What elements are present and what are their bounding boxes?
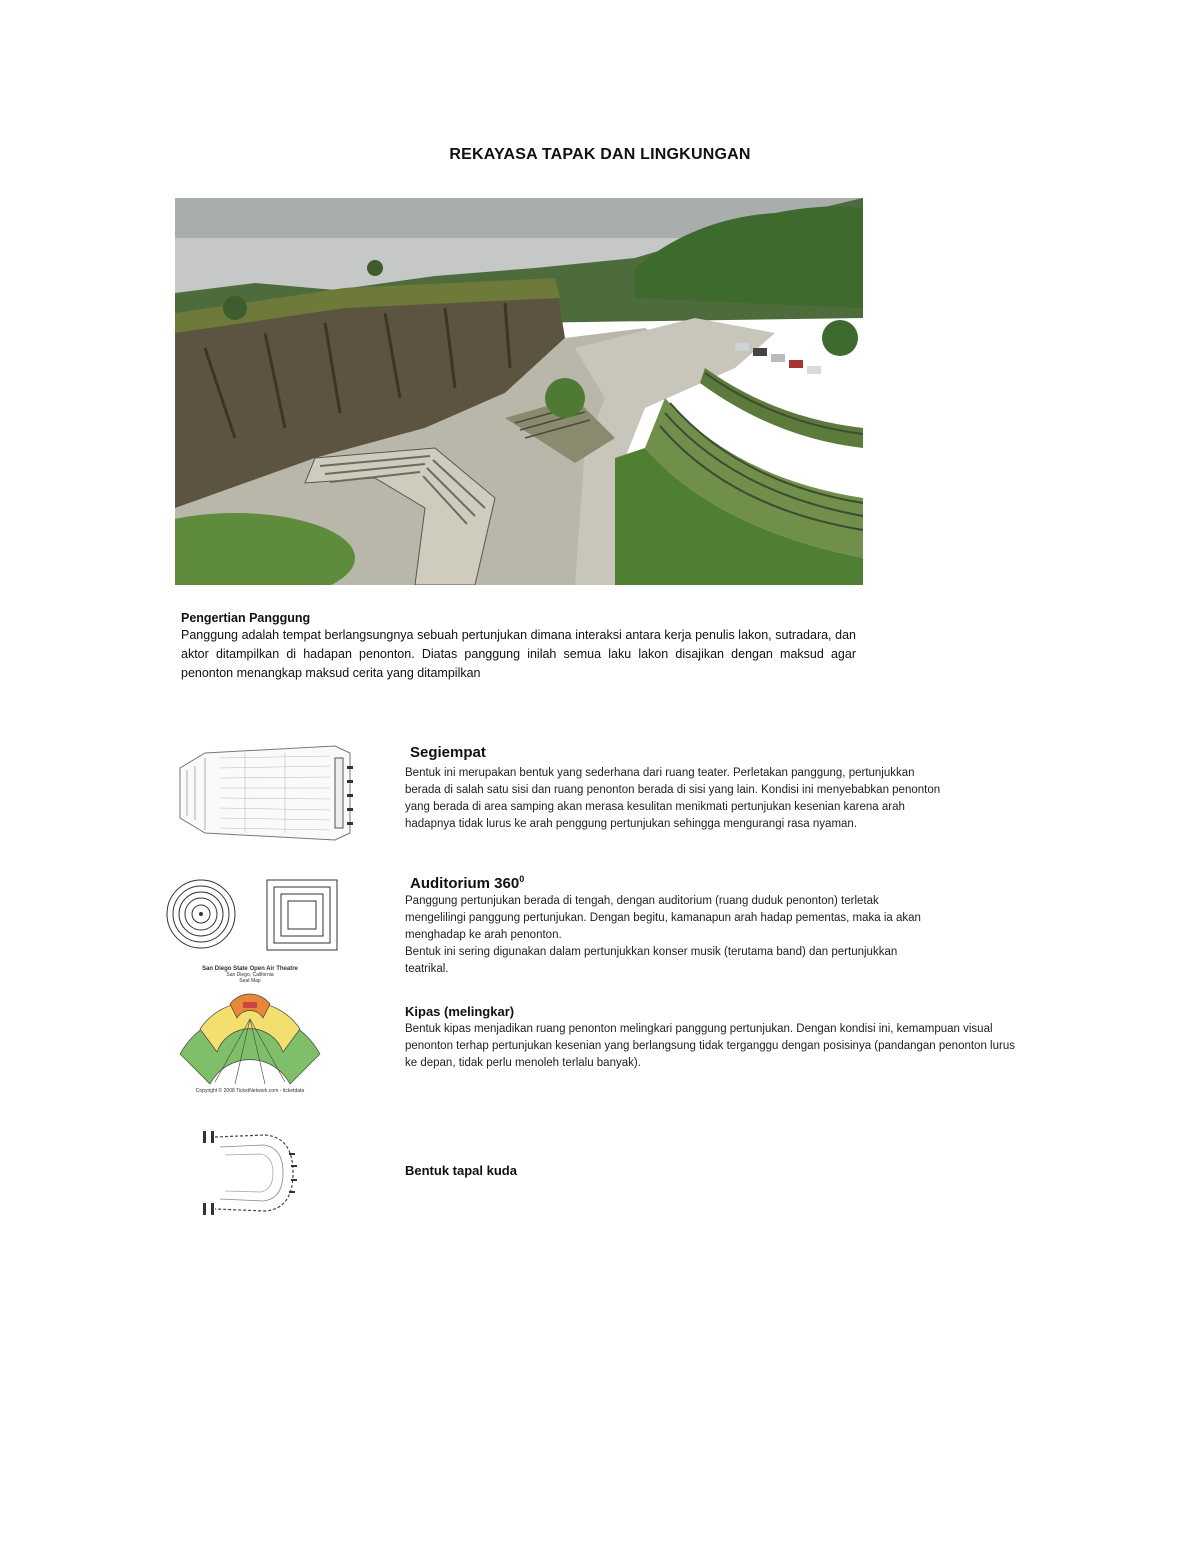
- fan-map-copyright: Copyright © 2008 TicketNetwork.com - ticketdata: [195, 1088, 305, 1094]
- fan-map-caption-title: San Diego State Open Air Theatre: [202, 966, 298, 972]
- fan-map-caption-label: Seat Map: [239, 978, 261, 984]
- auditorium-body-2: Bentuk ini sering digunakan dalam pertunjukkan konser musik (terutama band) dan pertunjukkan teatrikal.: [405, 946, 898, 975]
- fan-map-caption-subtitle: San Diego, California: [226, 972, 274, 978]
- rectangular-theater-plan: [175, 738, 375, 848]
- fan-seat-map: [175, 966, 325, 1111]
- segiempat-title: Segiempat: [410, 744, 486, 761]
- intro-body: Panggung adalah tempat berlangsungnya sebuah pertunjukan dimana interaksi antara kerja penulis lakon, sutradara, dan aktor ditampilkan di hadapan penonton. Diatas panggung inilah semua laku lakon disajikan dengan maksud agar penonton menangkap maksud cerita yang ditampilkan: [181, 628, 856, 680]
- auditorium-body-1: Panggung pertunjukan berada di tengah, dengan auditorium (ruang duduk penonton) terletak mengelilingi panggung pertunjukan. Dengan begitu, kamanapun arah hadap pementas, maka ia akan menghadap ke arah penonton.: [405, 895, 921, 941]
- auditorium-title: [410, 874, 524, 892]
- amphitheater-aerial-photo: [175, 198, 863, 585]
- page-title: REKAYASA TAPAK DAN LINGKUNGAN: [449, 146, 751, 163]
- segiempat-body: Bentuk ini merupakan bentuk yang sederhana dari ruang teater. Perletakan panggung, pertunjukkan berada di salah satu sisi dan ruang penonton berada di sisi yang lain. Kondisi ini menyebabkan penonton yang berada di area samping akan merasa kesulitan menikmati pertunjukan kesenian karena arah hadapnya tidak lurus ke arah penggung pertunjukan sehingga mengurangi rasa nyaman.: [405, 767, 941, 830]
- intro-heading: Pengertian Panggung: [181, 611, 311, 625]
- auditorium-title-text: Auditorium 360: [410, 875, 520, 892]
- tapal-kuda-title: Bentuk tapal kuda: [405, 1163, 517, 1178]
- auditorium-title-superscript: 0: [519, 874, 525, 884]
- kipas-title: Kipas (melingkar): [405, 1004, 515, 1019]
- kipas-body: Bentuk kipas menjadikan ruang penonton melingkari panggung pertunjukan. Dengan kondisi ini, kemampuan visual penonton terhap pertunjukan kesenian yang berlangsung tidak terganggu dengan posisinya (pandangan penonton lurus ke depan, tidak perlu menoleh terlalu banyak).: [405, 1023, 1015, 1069]
- auditorium-360-plans: [165, 876, 365, 956]
- horseshoe-theater-plan: [185, 1125, 300, 1220]
